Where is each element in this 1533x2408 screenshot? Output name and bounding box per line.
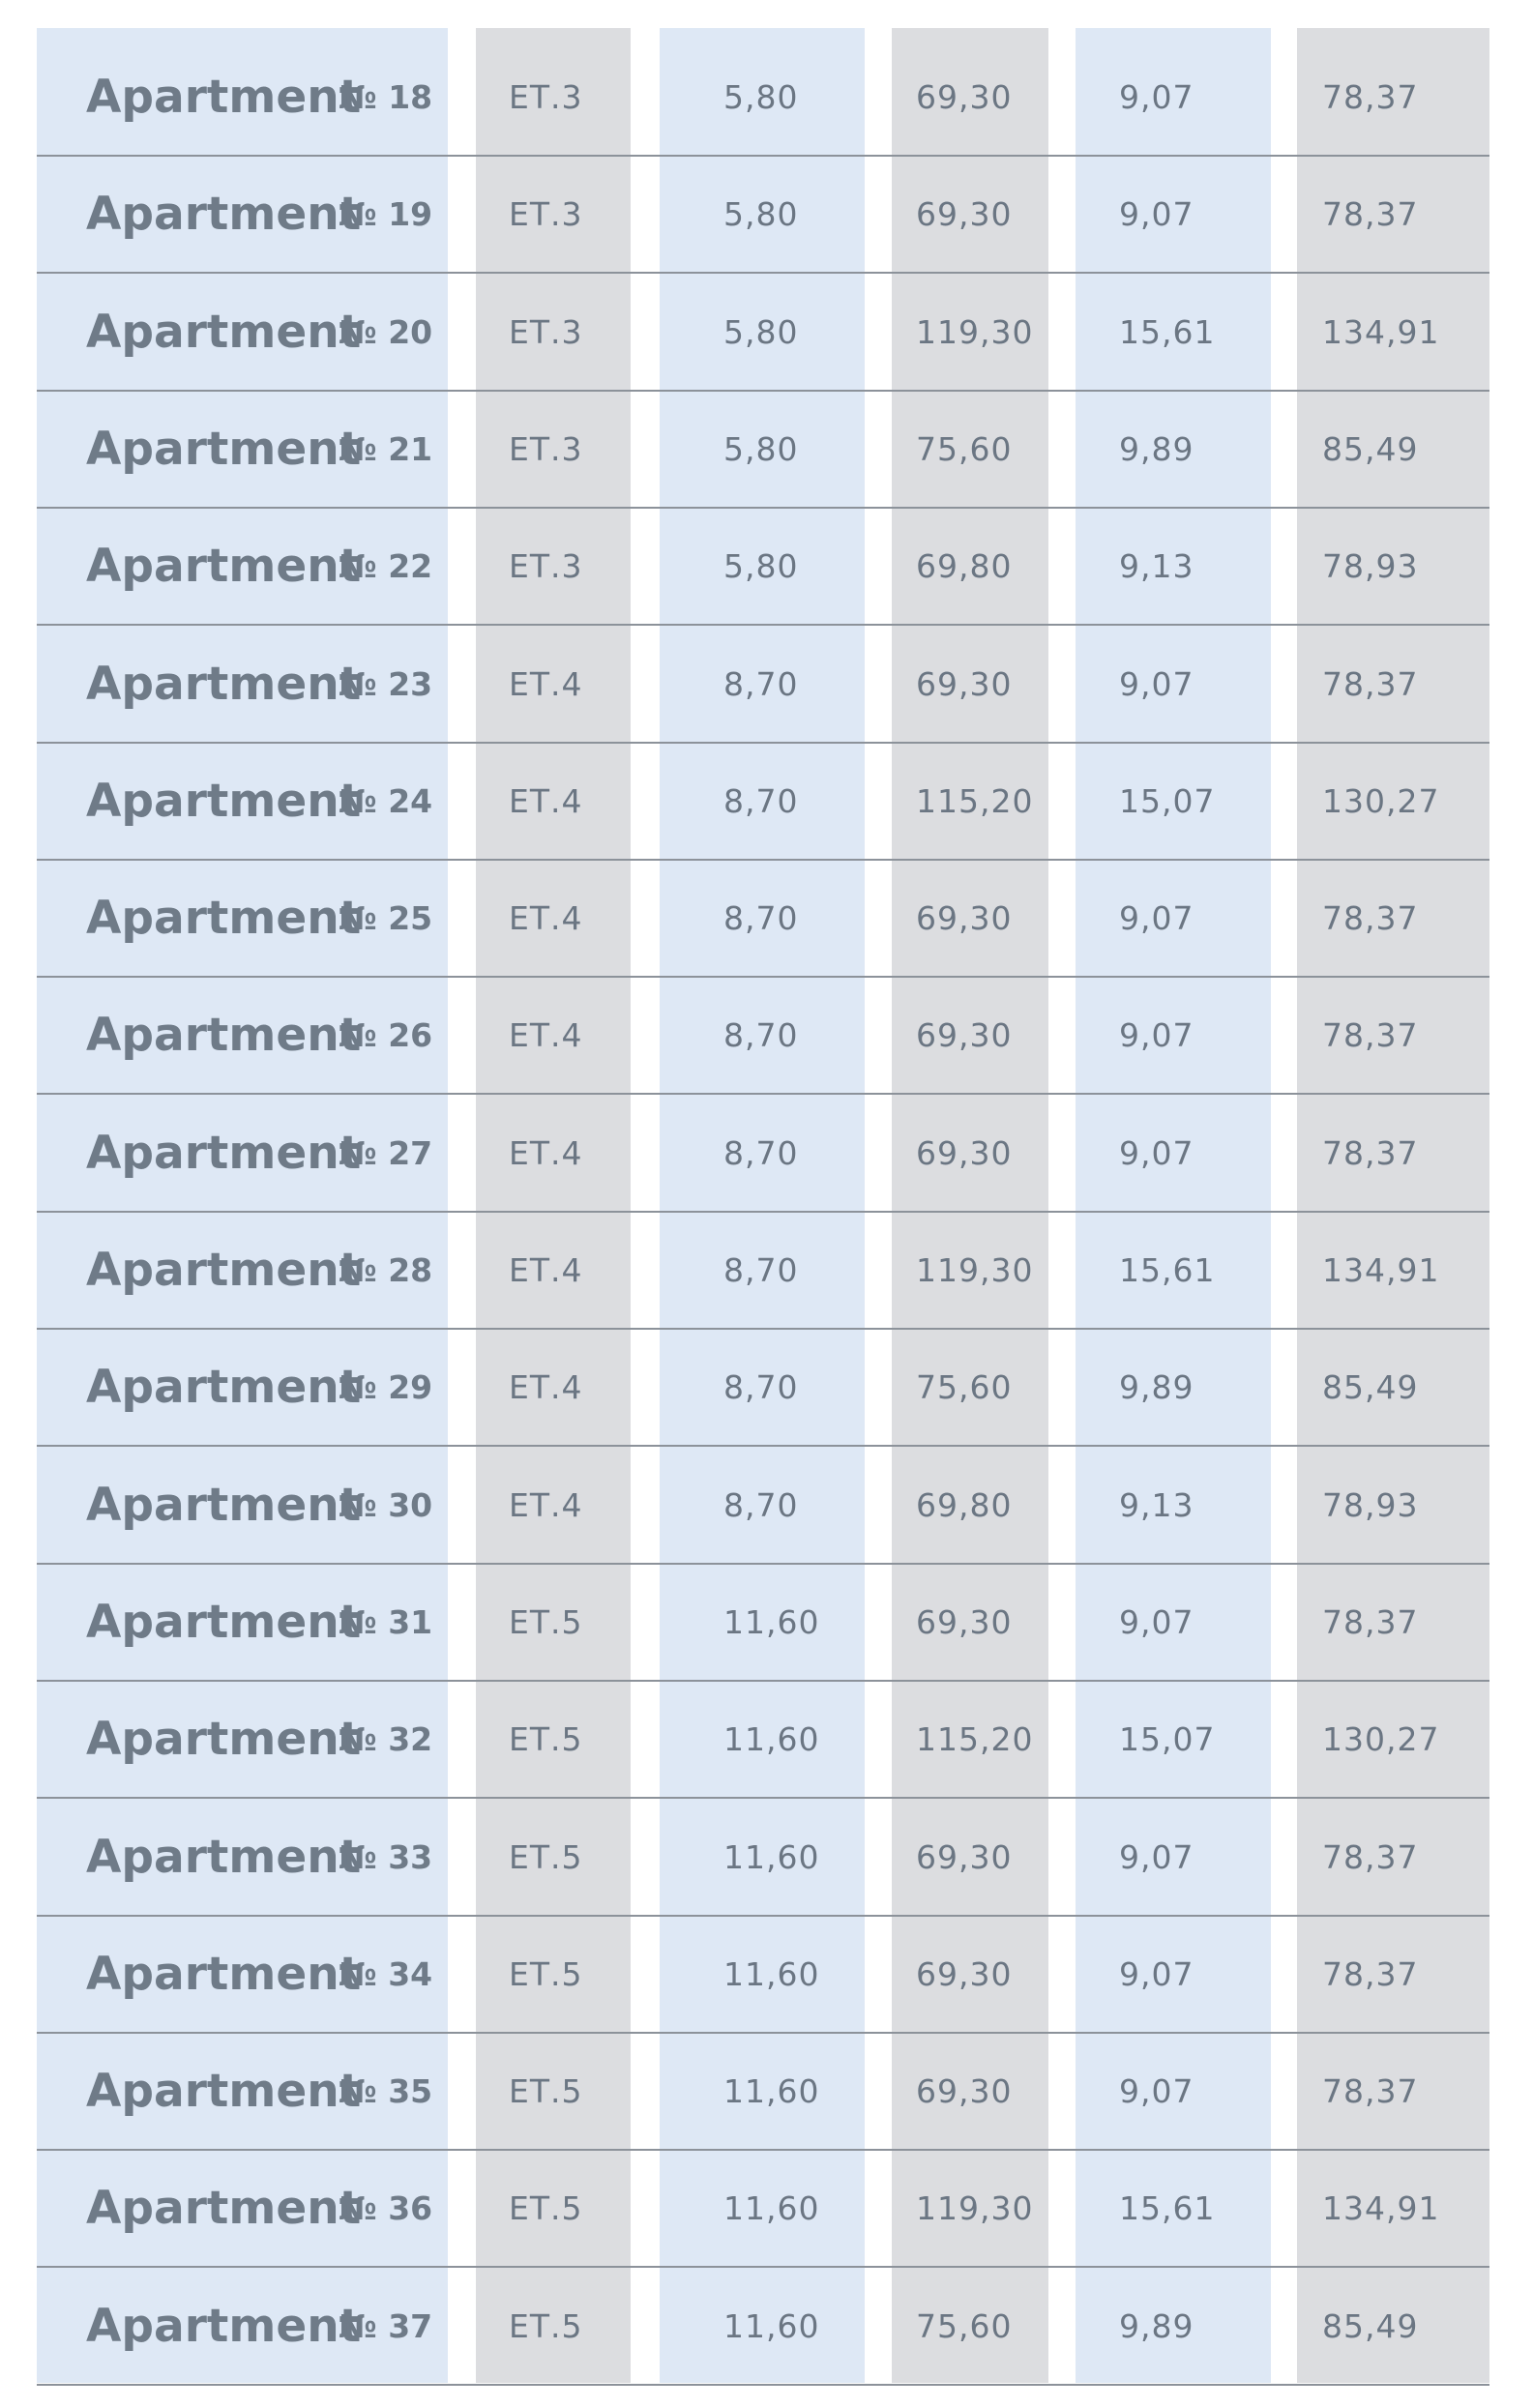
floor-cell: ЕТ.4 [509, 1251, 583, 1289]
value-cell-col4: 69,30 [916, 1837, 1013, 1876]
table-row [0, 2033, 1533, 2150]
apartment-label: Apartment [86, 892, 362, 946]
value-cell-col3: 8,70 [723, 1485, 799, 1524]
apartment-label: Apartment [86, 1478, 362, 1532]
table-row [0, 274, 1533, 391]
table-row [0, 1447, 1533, 1564]
apartment-label: Apartment [86, 2182, 362, 2236]
value-cell-col6: 78,37 [1322, 78, 1419, 116]
table-row [0, 743, 1533, 860]
value-cell-col3: 8,70 [723, 1133, 799, 1172]
row-divider [37, 2384, 1489, 2386]
value-cell-col6: 78,37 [1322, 899, 1419, 938]
apartment-number: № 22 [339, 547, 433, 586]
value-cell-col5: 15,07 [1119, 1720, 1216, 1759]
value-cell-col5: 9,89 [1119, 2306, 1194, 2345]
apartment-number: № 34 [339, 1954, 433, 1993]
value-cell-col3: 11,60 [723, 2306, 820, 2345]
table-row [0, 1681, 1533, 1798]
value-cell-col6: 130,27 [1322, 781, 1440, 820]
value-cell-col4: 69,30 [916, 1602, 1013, 1641]
value-cell-col6: 78,37 [1322, 1837, 1419, 1876]
value-cell-col3: 8,70 [723, 781, 799, 820]
value-cell-col5: 9,07 [1119, 664, 1194, 703]
apartment-label: Apartment [86, 2065, 362, 2119]
apartment-label: Apartment [86, 71, 362, 124]
value-cell-col4: 69,30 [916, 78, 1013, 116]
apartment-label: Apartment [86, 305, 362, 359]
value-cell-col3: 8,70 [723, 664, 799, 703]
table-row [0, 1212, 1533, 1329]
apartment-label: Apartment [86, 1361, 362, 1415]
value-cell-col4: 119,30 [916, 2189, 1034, 2228]
value-cell-col5: 9,07 [1119, 899, 1194, 938]
value-cell-col3: 11,60 [723, 1720, 820, 1759]
floor-cell: ЕТ.5 [509, 1837, 583, 1876]
value-cell-col4: 69,30 [916, 899, 1013, 938]
floor-cell: ЕТ.3 [509, 547, 583, 586]
value-cell-col3: 11,60 [723, 1602, 820, 1641]
value-cell-col5: 15,07 [1119, 781, 1216, 820]
floor-cell: ЕТ.4 [509, 1368, 583, 1407]
value-cell-col3: 5,80 [723, 312, 799, 351]
value-cell-col3: 8,70 [723, 899, 799, 938]
value-cell-col3: 8,70 [723, 1016, 799, 1055]
value-cell-col5: 9,07 [1119, 78, 1194, 116]
value-cell-col4: 69,30 [916, 1133, 1013, 1172]
value-cell-col5: 15,61 [1119, 312, 1216, 351]
value-cell-col4: 69,30 [916, 195, 1013, 234]
value-cell-col6: 85,49 [1322, 429, 1419, 468]
apartment-label: Apartment [86, 774, 362, 828]
floor-cell: ЕТ.5 [509, 1954, 583, 1993]
value-cell-col5: 9,07 [1119, 1954, 1194, 1993]
value-cell-col6: 78,37 [1322, 664, 1419, 703]
table-row [0, 1329, 1533, 1446]
value-cell-col3: 11,60 [723, 2189, 820, 2228]
apartment-label: Apartment [86, 1947, 362, 2001]
apartment-label: Apartment [86, 540, 362, 594]
value-cell-col5: 9,07 [1119, 1133, 1194, 1172]
apartment-number: № 26 [339, 1016, 433, 1055]
floor-cell: ЕТ.5 [509, 1720, 583, 1759]
value-cell-col5: 15,61 [1119, 1251, 1216, 1289]
value-cell-col5: 9,13 [1119, 1485, 1194, 1524]
value-cell-col4: 75,60 [916, 2306, 1013, 2345]
table-row [0, 1095, 1533, 1212]
value-cell-col3: 5,80 [723, 547, 799, 586]
apartment-number: № 21 [339, 429, 433, 468]
apartment-number: № 36 [339, 2189, 433, 2228]
floor-cell: ЕТ.3 [509, 78, 583, 116]
value-cell-col4: 69,30 [916, 1954, 1013, 1993]
table-row [0, 39, 1533, 156]
apartment-label: Apartment [86, 1713, 362, 1767]
value-cell-col6: 78,37 [1322, 2072, 1419, 2111]
floor-cell: ЕТ.3 [509, 429, 583, 468]
value-cell-col3: 8,70 [723, 1251, 799, 1289]
value-cell-col6: 78,93 [1322, 547, 1419, 586]
value-cell-col5: 15,61 [1119, 2189, 1216, 2228]
value-cell-col3: 11,60 [723, 1954, 820, 1993]
value-cell-col4: 69,80 [916, 1485, 1013, 1524]
value-cell-col6: 78,37 [1322, 1602, 1419, 1641]
floor-cell: ЕТ.5 [509, 2189, 583, 2228]
apartment-number: № 29 [339, 1368, 433, 1407]
floor-cell: ЕТ.4 [509, 899, 583, 938]
floor-cell: ЕТ.5 [509, 2306, 583, 2345]
value-cell-col3: 5,80 [723, 78, 799, 116]
apartment-label: Apartment [86, 1244, 362, 1297]
table-row [0, 860, 1533, 977]
table-row [0, 626, 1533, 743]
apartment-number: № 37 [339, 2306, 433, 2345]
table-row [0, 1916, 1533, 2033]
apartment-number: № 30 [339, 1485, 433, 1524]
apartment-number: № 24 [339, 781, 433, 820]
value-cell-col4: 75,60 [916, 1368, 1013, 1407]
table-row [0, 2150, 1533, 2267]
apartment-label: Apartment [86, 657, 362, 711]
value-cell-col6: 134,91 [1322, 2189, 1440, 2228]
table-row [0, 1564, 1533, 1681]
value-cell-col3: 11,60 [723, 1837, 820, 1876]
floor-cell: ЕТ.5 [509, 1602, 583, 1641]
apartment-number: № 31 [339, 1602, 433, 1641]
apartment-label: Apartment [86, 188, 362, 242]
apartment-number: № 33 [339, 1837, 433, 1876]
value-cell-col5: 9,89 [1119, 429, 1194, 468]
value-cell-col5: 9,07 [1119, 2072, 1194, 2111]
table-row [0, 508, 1533, 625]
table-row [0, 156, 1533, 273]
value-cell-col6: 134,91 [1322, 1251, 1440, 1289]
value-cell-col3: 11,60 [723, 2072, 820, 2111]
table-row [0, 2268, 1533, 2385]
value-cell-col6: 130,27 [1322, 1720, 1440, 1759]
apartment-number: № 35 [339, 2072, 433, 2111]
table-row [0, 391, 1533, 508]
apartment-number: № 32 [339, 1720, 433, 1759]
apartment-number: № 20 [339, 312, 433, 351]
apartment-label: Apartment [86, 1009, 362, 1063]
value-cell-col6: 78,93 [1322, 1485, 1419, 1524]
floor-cell: ЕТ.3 [509, 195, 583, 234]
value-cell-col4: 115,20 [916, 1720, 1034, 1759]
value-cell-col6: 78,37 [1322, 1016, 1419, 1055]
floor-cell: ЕТ.4 [509, 1016, 583, 1055]
value-cell-col3: 5,80 [723, 195, 799, 234]
apartment-number: № 27 [339, 1133, 433, 1172]
floor-cell: ЕТ.4 [509, 781, 583, 820]
value-cell-col3: 8,70 [723, 1368, 799, 1407]
value-cell-col4: 75,60 [916, 429, 1013, 468]
table-row [0, 1799, 1533, 1916]
value-cell-col6: 85,49 [1322, 2306, 1419, 2345]
value-cell-col5: 9,89 [1119, 1368, 1194, 1407]
value-cell-col5: 9,07 [1119, 1602, 1194, 1641]
value-cell-col6: 85,49 [1322, 1368, 1419, 1407]
table-row [0, 977, 1533, 1094]
floor-cell: ЕТ.3 [509, 312, 583, 351]
value-cell-col6: 78,37 [1322, 1133, 1419, 1172]
value-cell-col6: 134,91 [1322, 312, 1440, 351]
value-cell-col4: 69,30 [916, 2072, 1013, 2111]
value-cell-col4: 119,30 [916, 312, 1034, 351]
value-cell-col5: 9,07 [1119, 195, 1194, 234]
value-cell-col4: 119,30 [916, 1251, 1034, 1289]
apartment-label: Apartment [86, 1595, 362, 1649]
apartment-number: № 18 [339, 78, 433, 116]
floor-cell: ЕТ.4 [509, 1133, 583, 1172]
value-cell-col4: 69,30 [916, 664, 1013, 703]
value-cell-col5: 9,07 [1119, 1837, 1194, 1876]
apartment-label: Apartment [86, 1830, 362, 1884]
floor-cell: ЕТ.4 [509, 1485, 583, 1524]
value-cell-col6: 78,37 [1322, 195, 1419, 234]
value-cell-col4: 115,20 [916, 781, 1034, 820]
value-cell-col5: 9,13 [1119, 547, 1194, 586]
apartment-label: Apartment [86, 1126, 362, 1180]
apartment-label: Apartment [86, 422, 362, 476]
apartment-number: № 23 [339, 664, 433, 703]
value-cell-col4: 69,80 [916, 547, 1013, 586]
value-cell-col6: 78,37 [1322, 1954, 1419, 1993]
apartment-number: № 19 [339, 195, 433, 234]
value-cell-col3: 5,80 [723, 429, 799, 468]
floor-cell: ЕТ.5 [509, 2072, 583, 2111]
value-cell-col4: 69,30 [916, 1016, 1013, 1055]
apartment-number: № 28 [339, 1251, 433, 1289]
apartment-label: Apartment [86, 2299, 362, 2353]
apartment-number: № 25 [339, 899, 433, 938]
floor-cell: ЕТ.4 [509, 664, 583, 703]
value-cell-col5: 9,07 [1119, 1016, 1194, 1055]
